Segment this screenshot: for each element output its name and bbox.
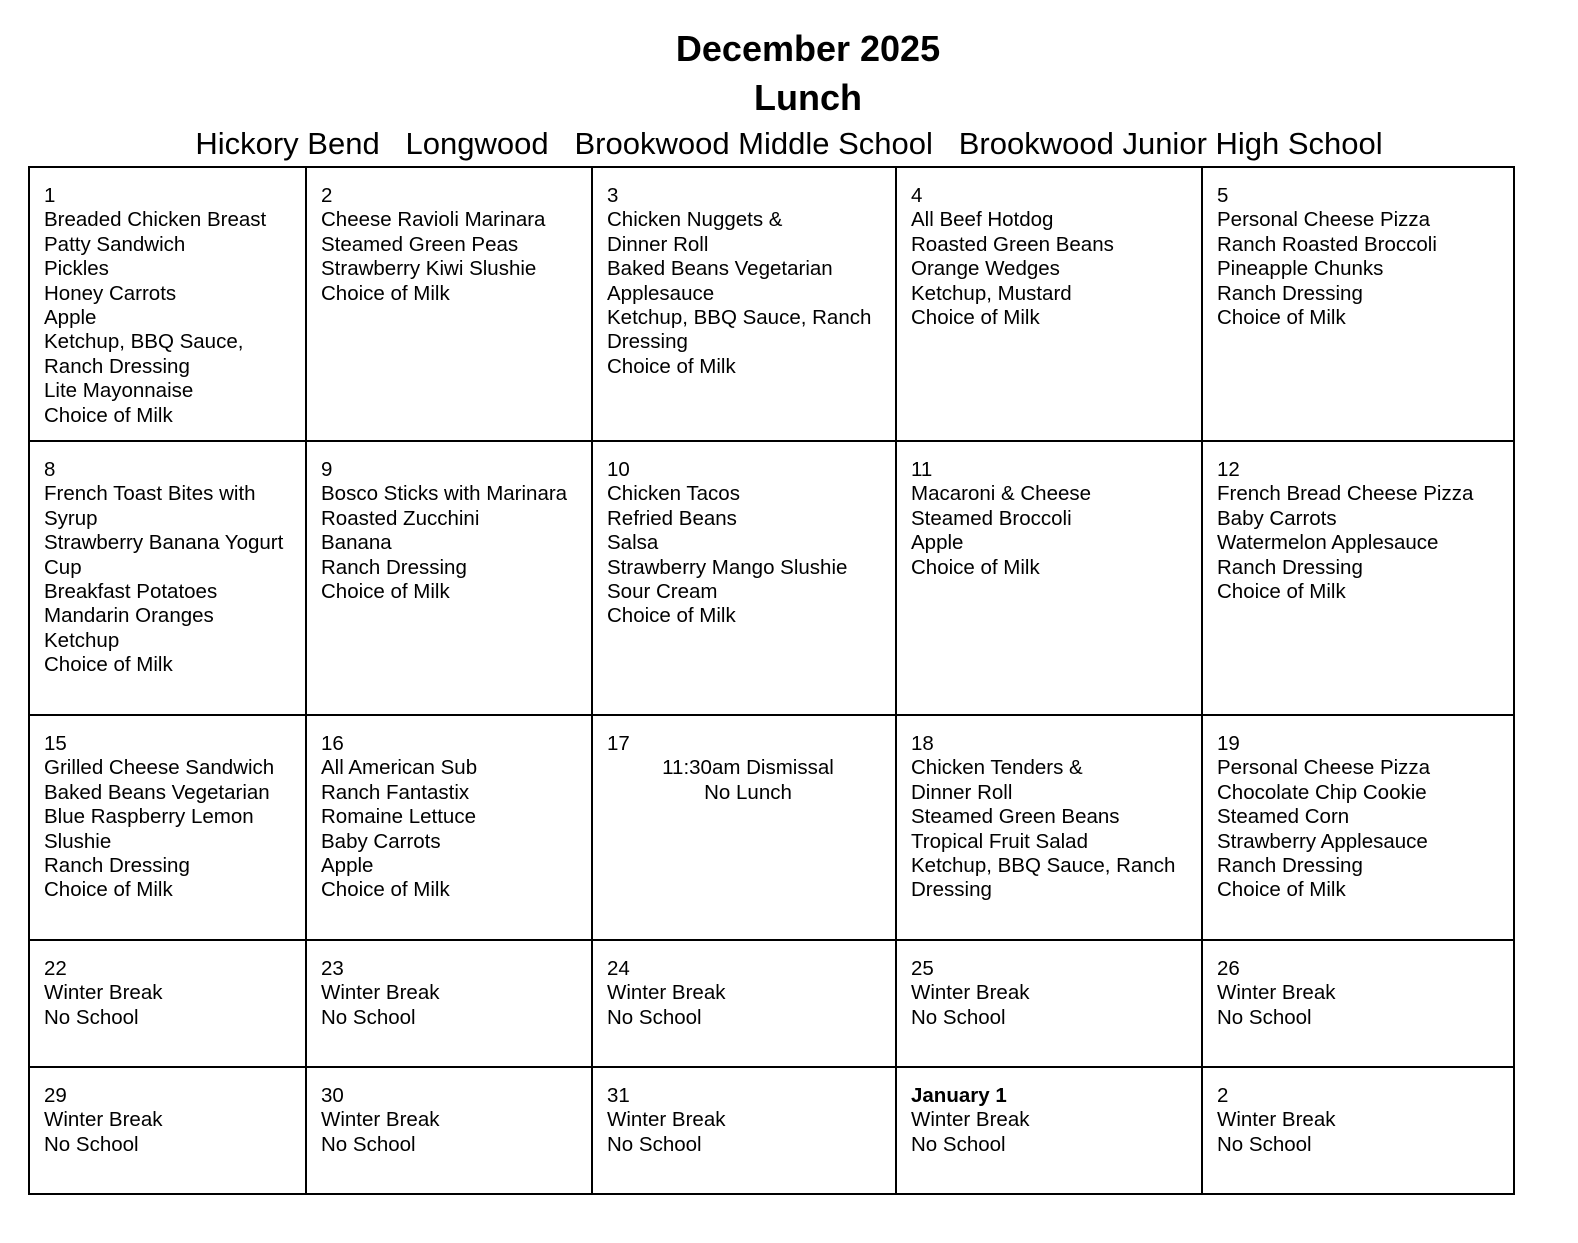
calendar-day-cell	[1202, 441, 1514, 715]
page-subtitle: Lunch	[754, 77, 862, 118]
day-date: 30	[321, 1084, 344, 1107]
menu-item: Ranch Dressing	[1217, 555, 1363, 579]
calendar-day-cell	[592, 940, 896, 1067]
menu-item: Apple	[911, 531, 964, 555]
day-date: 1	[44, 184, 56, 207]
day-date: 22	[44, 957, 67, 980]
calendar-day-cell	[1202, 1067, 1514, 1194]
menu-item: Baby Carrots	[1217, 506, 1337, 530]
menu-item: Chicken Tenders &	[911, 756, 1083, 780]
menu-item: No School	[44, 1005, 139, 1029]
menu-item: No School	[607, 1132, 702, 1156]
menu-item: Choice of Milk	[1217, 306, 1346, 330]
menu-item: Chicken Nuggets &	[607, 208, 783, 232]
day-date: 17	[607, 732, 630, 755]
menu-item: Steamed Broccoli	[911, 506, 1072, 530]
calendar-day-cell	[306, 940, 592, 1067]
page-title: December 2025	[675, 28, 941, 69]
menu-item: Ketchup, BBQ Sauce, Ranch Dressing	[911, 854, 1176, 902]
calendar-day-cell	[592, 441, 896, 715]
menu-item: Grilled Cheese Sandwich	[44, 756, 275, 780]
menu-item: Cheese Ravioli Marinara	[321, 208, 546, 232]
menu-item: Lite Mayonnaise	[44, 379, 194, 403]
menu-item: Watermelon Applesauce	[1217, 531, 1439, 555]
menu-item: Personal Cheese Pizza	[1217, 756, 1431, 780]
menu-item: Winter Break	[44, 1108, 163, 1132]
day-date: 16	[321, 732, 344, 755]
day-date: 15	[44, 732, 67, 755]
day-date: 25	[911, 957, 934, 980]
day-date: 26	[1217, 957, 1240, 980]
menu-item: Steamed Green Peas	[321, 232, 519, 256]
menu-item: Choice of Milk	[911, 306, 1040, 330]
menu-item: No School	[321, 1005, 416, 1029]
calendar-day-cell	[592, 715, 896, 940]
menu-item: Winter Break	[911, 1108, 1030, 1132]
menu-item: All American Sub	[321, 756, 478, 780]
calendar-day-cell	[1202, 940, 1514, 1067]
menu-item: Winter Break	[44, 981, 163, 1005]
menu-item: Sour Cream	[607, 580, 718, 604]
menu-item: Ranch Dressing	[1217, 854, 1363, 878]
menu-item: Orange Wedges	[911, 257, 1060, 281]
calendar-week-row	[29, 1067, 1514, 1194]
menu-item: Choice of Milk	[1217, 878, 1346, 902]
menu-item: Breaded Chicken Breast	[44, 208, 267, 232]
day-date: 3	[607, 184, 619, 207]
menu-item: Dinner Roll	[911, 780, 1013, 804]
menu-item: Ranch Dressing	[321, 555, 467, 579]
menu-item: Refried Beans	[607, 506, 737, 530]
menu-item: No School	[44, 1132, 139, 1156]
menu-item: Winter Break	[1217, 981, 1336, 1005]
menu-item: Chicken Tacos	[607, 482, 740, 506]
menu-item: Choice of Milk	[911, 555, 1040, 579]
calendar-day-cell	[29, 940, 306, 1067]
menu-item: Tropical Fruit Salad	[911, 829, 1088, 853]
calendar-day-cell	[306, 167, 592, 441]
calendar-day-cell	[592, 167, 896, 441]
day-date: 4	[911, 184, 923, 207]
menu-item: Ranch Dressing	[1217, 281, 1363, 305]
day-date: 18	[911, 732, 934, 755]
calendar-week-row	[29, 441, 1514, 715]
menu-item: Baked Beans Vegetarian	[44, 780, 270, 804]
menu-item: Ranch Roasted Broccoli	[1217, 232, 1437, 256]
day-date: 2	[1217, 1084, 1229, 1107]
menu-item: Ketchup, BBQ Sauce,	[44, 330, 244, 354]
menu-item: Pickles	[44, 257, 109, 281]
day-date: 23	[321, 957, 344, 980]
menu-item: Ranch Fantastix	[321, 780, 470, 804]
menu-item: Choice of Milk	[44, 403, 173, 427]
day-date: 29	[44, 1084, 67, 1107]
menu-item: Applesauce	[607, 281, 715, 305]
menu-item: Choice of Milk	[321, 580, 450, 604]
menu-item: No School	[1217, 1005, 1312, 1029]
menu-item: Patty Sandwich	[44, 232, 186, 256]
menu-item: Winter Break	[1217, 1108, 1336, 1132]
menu-item: Steamed Corn	[1217, 805, 1350, 829]
calendar-day-cell	[29, 1067, 306, 1194]
menu-item: Banana	[321, 531, 392, 555]
menu-item: Choice of Milk	[607, 604, 736, 628]
calendar-day-cell	[306, 1067, 592, 1194]
menu-item: 11:30am Dismissal	[662, 756, 834, 780]
day-date: 12	[1217, 458, 1240, 481]
calendar-day-cell	[1202, 715, 1514, 940]
menu-item: Winter Break	[607, 1108, 726, 1132]
school-name: Longwood	[405, 126, 549, 161]
menu-item: Apple	[44, 306, 97, 330]
calendar-day-cell	[896, 715, 1202, 940]
menu-item: Strawberry Mango Slushie	[607, 555, 848, 579]
menu-item: Roasted Green Beans	[911, 232, 1114, 256]
school-name: Brookwood Middle School	[574, 126, 933, 161]
menu-item: Blue Raspberry Lemon Slushie	[44, 805, 254, 853]
menu-item: Ranch Dressing	[44, 354, 190, 378]
menu-item: Strawberry Banana Yogurt Cup	[44, 531, 284, 579]
menu-item: Baked Beans Vegetarian	[607, 257, 833, 281]
calendar-week-row	[29, 167, 1514, 441]
menu-item: No School	[607, 1005, 702, 1029]
day-date: 5	[1217, 184, 1229, 207]
menu-item: Choice of Milk	[321, 281, 450, 305]
menu-item: Winter Break	[607, 981, 726, 1005]
calendar-day-cell	[896, 441, 1202, 715]
calendar-day-cell	[29, 441, 306, 715]
menu-item: All Beef Hotdog	[911, 208, 1054, 232]
calendar-day-cell	[1202, 167, 1514, 441]
menu-item: No School	[1217, 1132, 1312, 1156]
menu-item: Choice of Milk	[44, 653, 173, 677]
menu-item: Pineapple Chunks	[1217, 257, 1384, 281]
day-date: 10	[607, 458, 630, 481]
menu-item: Winter Break	[911, 981, 1030, 1005]
day-date: 2	[321, 184, 333, 207]
menu-item: Romaine Lettuce	[321, 805, 476, 829]
menu-item: Chocolate Chip Cookie	[1217, 780, 1427, 804]
menu-item: Winter Break	[321, 981, 440, 1005]
menu-item: Ketchup, Mustard	[911, 281, 1072, 305]
day-date: 24	[607, 957, 630, 980]
menu-item: Ketchup, BBQ Sauce, Ranch Dressing	[607, 306, 872, 354]
menu-item: Ketchup	[44, 628, 120, 652]
school-name: Hickory Bend	[195, 126, 380, 161]
menu-item: Baby Carrots	[321, 829, 441, 853]
menu-item: Ranch Dressing	[44, 854, 190, 878]
day-date: January 1	[911, 1084, 1007, 1107]
day-date: 9	[321, 458, 333, 481]
menu-item: Honey Carrots	[44, 281, 177, 305]
menu-item: No Lunch	[704, 780, 792, 804]
calendar-day-cell	[29, 715, 306, 940]
menu-item: Personal Cheese Pizza	[1217, 208, 1431, 232]
day-date: 11	[911, 458, 933, 481]
menu-item: Strawberry Kiwi Slushie	[321, 257, 537, 281]
calendar-day-cell	[29, 167, 306, 441]
menu-item: No School	[911, 1132, 1006, 1156]
day-date: 31	[607, 1084, 630, 1107]
menu-item: Roasted Zucchini	[321, 506, 480, 530]
calendar-day-cell	[306, 441, 592, 715]
day-date: 8	[44, 458, 56, 481]
menu-item: Dinner Roll	[607, 232, 709, 256]
day-date: 19	[1217, 732, 1240, 755]
menu-item: Salsa	[607, 531, 659, 555]
calendar-day-cell	[896, 1067, 1202, 1194]
menu-item: Bosco Sticks with Marinara	[321, 482, 568, 506]
menu-item: Choice of Milk	[44, 878, 173, 902]
menu-item: Mandarin Oranges	[44, 604, 214, 628]
menu-item: Steamed Green Beans	[911, 805, 1120, 829]
menu-item: Choice of Milk	[607, 354, 736, 378]
menu-item: French Toast Bites with Syrup	[44, 482, 256, 530]
calendar-day-cell	[306, 715, 592, 940]
menu-item: No School	[321, 1132, 416, 1156]
calendar-week-row	[29, 940, 1514, 1067]
menu-item: Winter Break	[321, 1108, 440, 1132]
lunch-calendar	[28, 166, 1515, 1195]
menu-item: Breakfast Potatoes	[44, 580, 218, 604]
school-name: Brookwood Junior High School	[958, 126, 1383, 161]
menu-item: Apple	[321, 854, 374, 878]
calendar-day-cell	[592, 1067, 896, 1194]
menu-item: No School	[911, 1005, 1006, 1029]
calendar-week-row	[29, 715, 1514, 940]
calendar-day-cell	[896, 167, 1202, 441]
menu-item: Choice of Milk	[321, 878, 450, 902]
school-list	[0, 125, 1578, 163]
menu-item: Choice of Milk	[1217, 580, 1346, 604]
menu-item: French Bread Cheese Pizza	[1217, 482, 1474, 506]
calendar-day-cell	[896, 940, 1202, 1067]
menu-item: Macaroni & Cheese	[911, 482, 1092, 506]
menu-item: Strawberry Applesauce	[1217, 829, 1428, 853]
